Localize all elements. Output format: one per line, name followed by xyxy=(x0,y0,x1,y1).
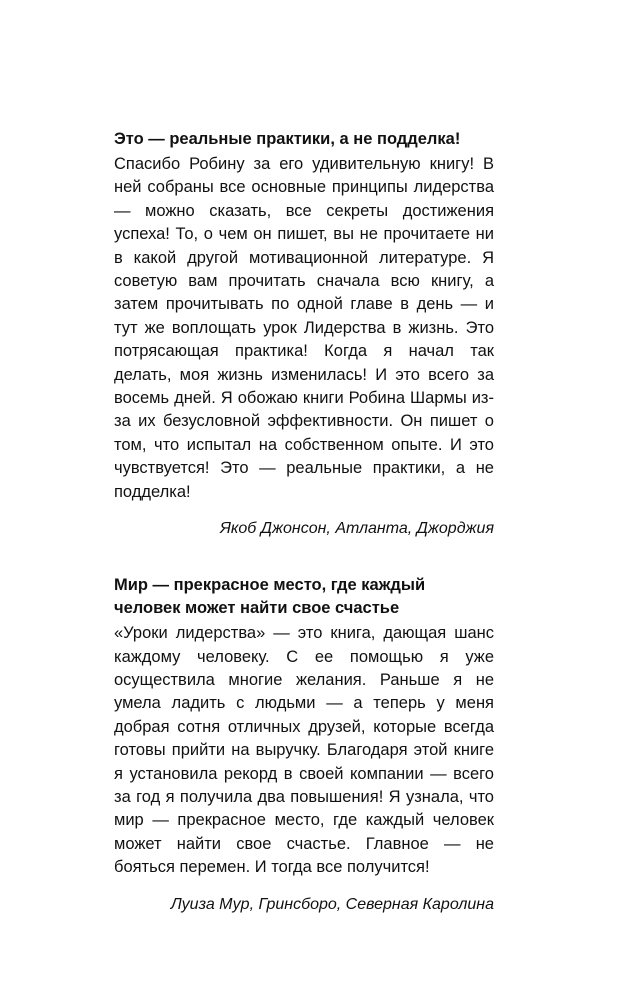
review-1 xyxy=(114,128,494,540)
page-content xyxy=(114,128,494,916)
review-author: Якоб Джонсон, Атланта, Джорджия xyxy=(219,520,494,538)
review-text: «Уроки лидерства» — это книга, дающая шанс каждому человеку. С ее помощью я уже осуществила многие желания. Раньше я не умела ладить с людьми — а теперь у меня добрая сотня отличных друзей, которые всегда готовы прийти на выручку. Благодаря этой книге я установила рекорд в своей компании — всего за год я получила два повышения! Я узнала, что мир — прекрасное место, где каждый человек может найти свое счастье. Главное — не бояться перемен. И тогда все получится! xyxy=(114,624,494,877)
review-2 xyxy=(114,574,494,915)
review-text: Спасибо Робину за его удивительную книгу! В ней собраны все основные принципы лидерства — можно сказать, все секреты достижения успеха! То, о чем он пишет, вы не прочитаете ни в какой другой мотивационной литературе. Я советую вам прочитать сначала всю книгу, а затем прочитывать по одной главе в день — и тут же воплощать урок Лидерства в жизнь. Это потрясающая практика! Когда я начал так делать, моя жизнь изменилась! И это всего за восемь дней. Я обожаю книги Робина Шармы из-за их безусловной эффективности. Он пишет о том, что испытал на собственном опыте. И это чувствуется! Это — реальные практики, а не подделка! xyxy=(114,155,494,501)
review-author: Луиза Мур, Гринсборо, Северная Каролина xyxy=(170,895,494,913)
review-title: Это — реальные практики, а не подделка! xyxy=(114,130,461,148)
review-title: Мир — прекрасное место, где каждый человек может найти свое счастье xyxy=(114,576,426,618)
